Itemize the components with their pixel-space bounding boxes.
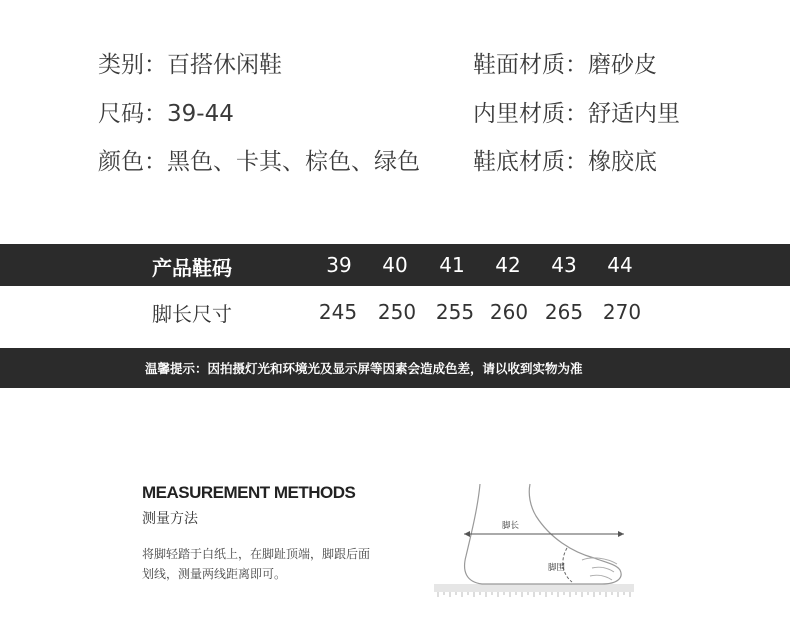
spec-value: 橡胶底 [588,149,657,175]
color-notice-bar [0,348,790,388]
spec-label: 尺码： [98,101,167,127]
arrow-head-right [618,531,624,537]
foot-length-value: 265 [544,300,584,324]
measurement-title: MEASUREMENT METHODS [142,483,356,502]
measurement-description-line: 划线，测量两线距离即可。 [142,567,287,581]
diagram-label-girth: 脚围 [548,563,566,573]
spec-label: 类别： [98,52,167,78]
size-value: 40 [382,253,408,277]
spec-label: 颜色： [98,149,167,175]
measurement-description [142,544,432,584]
arrow-head-left [464,531,470,537]
ruler-bar [434,584,634,592]
foot-length-label: 脚长尺寸 [152,302,232,326]
size-value: 39 [326,253,352,277]
foot-length-value: 260 [489,300,529,324]
spec-value: 黑色、卡其、棕色、绿色 [167,149,420,175]
spec-label: 鞋底材质： [473,149,588,175]
size-label: 产品鞋码 [152,256,232,280]
measurement-subtitle: 测量方法 [142,511,198,527]
spec-value: 磨砂皮 [588,52,657,78]
spec-value: 百搭休闲鞋 [167,52,282,78]
foot-length-value: 270 [602,300,642,324]
size-value: 41 [439,253,465,277]
size-value: 43 [551,253,577,277]
measurement-description-line: 将脚轻踏于白纸上，在脚趾顶端，脚跟后面 [142,547,371,561]
diagram-label-length: 脚长 [502,521,520,531]
spec-lining-material [473,95,680,128]
size-value: 44 [607,253,633,277]
spec-sole-material [473,143,657,176]
ruler-ticks [438,592,630,597]
spec-size [98,95,234,128]
color-notice-text: 温馨提示：因拍摄灯光和环境光及显示屏等因素会造成色差，请以收到实物为准 [145,361,583,376]
foot-length-value: 255 [435,300,475,324]
foot-measurement-diagram [432,476,642,606]
foot-length-row [0,286,790,348]
foot-length-value: 245 [318,300,358,324]
spec-value: 舒适内里 [588,101,680,127]
toes-outline [582,558,617,580]
size-header-bar [0,244,790,286]
spec-upper-material [473,46,657,79]
spec-label: 鞋面材质： [473,52,588,78]
spec-label: 内里材质： [473,101,588,127]
foot-length-value: 250 [377,300,417,324]
size-value: 42 [495,253,521,277]
spec-value: 39-44 [167,101,234,127]
spec-category [98,46,282,79]
spec-color [98,143,420,176]
